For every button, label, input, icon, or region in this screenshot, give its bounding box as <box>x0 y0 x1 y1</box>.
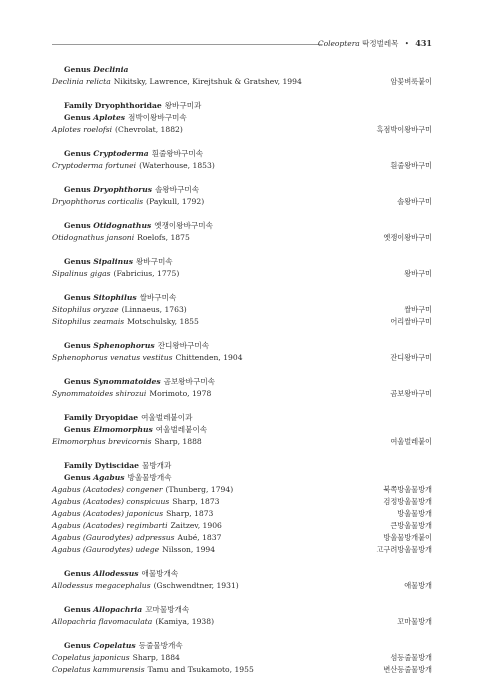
species-entry <box>52 76 432 88</box>
species-korean-name: 흑점박이왕바구미 <box>376 125 432 134</box>
rank-label: Genus <box>64 185 94 194</box>
species-korean-name: 잔디왕바구미 <box>390 353 432 362</box>
taxon-block <box>52 148 432 172</box>
species-entry <box>52 508 432 520</box>
genus-name: Allopachria <box>93 605 143 614</box>
species-entry <box>52 196 432 208</box>
taxon-block <box>52 220 432 244</box>
genus-name: Synommatoides <box>93 377 161 386</box>
rank-label: Genus <box>64 65 94 74</box>
species-author: Nikitsky, Lawrence, Kirejtshuk & Gratshev, 1994 <box>113 77 302 86</box>
species-korean-name: 옛쟁이왕바구미 <box>383 233 432 242</box>
species-left <box>52 76 302 88</box>
running-header <box>52 38 432 50</box>
rank-label: Genus <box>64 425 94 434</box>
taxon-block <box>52 568 432 592</box>
species-entry <box>52 652 432 664</box>
rank-label: Genus <box>64 149 94 158</box>
species-author: (Thunberg, 1794) <box>165 485 234 494</box>
rank-label: Family <box>64 461 95 470</box>
genus-name: Aplotes <box>93 113 126 122</box>
rank-label: Family <box>64 101 95 110</box>
species-korean-name: 왕바구미 <box>404 269 432 278</box>
rank-label: Genus <box>64 257 94 266</box>
rank-label: Genus <box>64 641 94 650</box>
species-name: Elmomorphus brevicornis <box>52 437 152 446</box>
species-korean-name: 꼬마물방개 <box>397 617 432 626</box>
species-author: Sharp, 1884 <box>132 653 180 662</box>
species-korean-name: 곰보왕바구미 <box>390 389 432 398</box>
species-author: Morimoto, 1978 <box>149 389 212 398</box>
species-name: Agabus (Gaurodytes) adpressus <box>52 533 175 542</box>
taxon-block <box>52 184 432 208</box>
taxon-block <box>52 64 432 88</box>
species-korean-name: 변산등줄물방개 <box>383 665 432 674</box>
korean-name: 옛쟁이왕바구미속 <box>154 221 213 230</box>
species-name: Sitophilus zeamais <box>52 317 125 326</box>
species-name: Synommatoides shirozui <box>52 389 147 398</box>
genus-heading <box>52 256 432 268</box>
genus-heading <box>52 148 432 160</box>
species-name: Allopachria flavomaculata <box>52 617 153 626</box>
species-author: Sharp, 1873 <box>172 497 220 506</box>
genus-name: Sphenophorus <box>93 341 155 350</box>
species-left <box>52 532 221 544</box>
species-korean-name: 애물방개 <box>404 581 432 590</box>
genus-name: Sipalinus <box>93 257 133 266</box>
korean-name: 흰줄왕바구미속 <box>151 149 204 158</box>
header-section: Coleoptera <box>317 39 360 48</box>
genus-heading <box>52 604 432 616</box>
species-korean-name: 섬등줄물방개 <box>390 653 432 662</box>
species-left <box>52 652 180 664</box>
family-name: Dytiscidae <box>94 461 140 470</box>
rank-label: Family <box>64 413 95 422</box>
korean-name: 여울벌레붙이과 <box>141 413 193 422</box>
species-author: (Fabricius, 1775) <box>113 269 180 278</box>
species-entry <box>52 232 432 244</box>
korean-name: 솔왕바구미속 <box>155 185 200 194</box>
species-left <box>52 124 183 136</box>
species-author: (Paykull, 1792) <box>146 197 205 206</box>
header-separator: • <box>404 40 409 48</box>
rank-label: Genus <box>64 473 94 482</box>
species-left <box>52 268 179 280</box>
korean-name: 점박이왕바구미속 <box>128 113 187 122</box>
species-entry <box>52 388 432 400</box>
species-author: (Gschwendtner, 1931) <box>153 581 239 590</box>
genus-name: Declinia <box>93 65 129 74</box>
species-left <box>52 352 243 364</box>
genus-heading <box>52 220 432 232</box>
species-author: Roelofs, 1875 <box>137 233 190 242</box>
korean-name: 방울물방개속 <box>127 473 172 482</box>
species-korean-name: 솔왕바구미 <box>397 197 432 206</box>
genus-heading <box>52 424 432 436</box>
species-left <box>52 196 204 208</box>
species-entry <box>52 352 432 364</box>
genus-heading <box>52 640 432 652</box>
species-entry <box>52 436 432 448</box>
species-author: (Linnaeus, 1763) <box>121 305 187 314</box>
korean-name: 꼬마물방개속 <box>145 605 190 614</box>
rank-label: Genus <box>64 293 94 302</box>
species-korean-name: 어리쌀바구미 <box>390 317 432 326</box>
species-name: Agabus (Acatodes) regimbarti <box>52 521 168 530</box>
genus-name: Elmomorphus <box>93 425 153 434</box>
species-korean-name: 검정방울물방개 <box>383 497 432 506</box>
genus-heading <box>52 184 432 196</box>
genus-name: Agabus <box>93 473 125 482</box>
genus-name: Sitophilus <box>93 293 137 302</box>
korean-name: 왕바구미과 <box>164 101 202 110</box>
family-heading <box>52 412 432 424</box>
species-author: (Chevrolat, 1882) <box>115 125 183 134</box>
species-left <box>52 160 215 172</box>
taxon-block <box>52 604 432 628</box>
header-section-ko: 딱정벌레목 <box>362 39 399 48</box>
species-author: Nilsson, 1994 <box>162 545 216 554</box>
species-author: Zaitzev, 1906 <box>170 521 222 530</box>
rank-label: Genus <box>64 221 94 230</box>
species-name: Agabus (Gaurodytes) udege <box>52 545 160 554</box>
genus-heading <box>52 376 432 388</box>
genus-heading <box>52 568 432 580</box>
genus-name: Allodessus <box>93 569 139 578</box>
header-rule <box>52 44 322 45</box>
species-name: Declinia relicta <box>52 77 111 86</box>
korean-name: 왕바구미속 <box>135 257 173 266</box>
species-name: Agabus (Acatodes) japonicus <box>52 509 164 518</box>
species-entry <box>52 484 432 496</box>
species-left <box>52 520 222 532</box>
species-name: Aplotes roelofsi <box>52 125 113 134</box>
genus-name: Otidognathus <box>93 221 152 230</box>
species-korean-name: 암꽃벼룩붙이 <box>390 77 432 86</box>
species-entry <box>52 616 432 628</box>
species-name: Copelatus kammurensis <box>52 665 145 674</box>
korean-name: 물방개과 <box>142 461 172 470</box>
species-name: Otidognathus jansoni <box>52 233 135 242</box>
species-left <box>52 232 190 244</box>
species-left <box>52 388 211 400</box>
genus-name: Dryophthorus <box>93 185 153 194</box>
rank-label: Genus <box>64 113 94 122</box>
species-korean-name: 방울물방개붙이 <box>383 533 432 542</box>
species-author: Sharp, 1873 <box>166 509 214 518</box>
page-number: 431 <box>415 38 432 48</box>
taxon-block <box>52 376 432 400</box>
family-name: Dryophthoridae <box>94 101 162 110</box>
species-entry <box>52 664 432 676</box>
genus-heading <box>52 112 432 124</box>
family-name: Dryopidae <box>94 413 139 422</box>
rank-label: Genus <box>64 341 94 350</box>
species-korean-name: 여울벌레붙이 <box>390 437 432 446</box>
species-entry <box>52 316 432 328</box>
korean-name: 등줄물방개속 <box>138 641 183 650</box>
species-name: Sipalinus gigas <box>52 269 111 278</box>
species-left <box>52 544 215 556</box>
species-entry <box>52 304 432 316</box>
species-entry <box>52 160 432 172</box>
species-author: (Waterhouse, 1853) <box>139 161 215 170</box>
species-left <box>52 616 214 628</box>
species-name: Agabus (Acatodes) congener <box>52 485 163 494</box>
species-author: Tamu and Tsukamoto, 1955 <box>147 665 254 674</box>
species-entry <box>52 532 432 544</box>
genus-heading <box>52 340 432 352</box>
korean-name: 쌀바구미속 <box>139 293 177 302</box>
family-heading <box>52 100 432 112</box>
taxon-block <box>52 340 432 364</box>
genus-heading <box>52 292 432 304</box>
genus-name: Cryptoderma <box>93 149 149 158</box>
species-name: Cryptoderma fortunei <box>52 161 137 170</box>
checklist-body <box>52 64 432 688</box>
species-entry <box>52 580 432 592</box>
taxon-block <box>52 412 432 448</box>
species-left <box>52 316 199 328</box>
species-name: Sphenophorus venatus vestitus <box>52 353 173 362</box>
species-entry <box>52 520 432 532</box>
species-author: Motschulsky, 1855 <box>127 317 199 326</box>
taxon-block <box>52 292 432 328</box>
species-left <box>52 304 187 316</box>
taxon-block <box>52 256 432 280</box>
species-korean-name: 고구려방울물방개 <box>376 545 432 554</box>
genus-name: Copelatus <box>93 641 136 650</box>
header-text <box>318 38 432 49</box>
species-name: Agabus (Acatodes) conspicuus <box>52 497 170 506</box>
korean-name: 애물방개속 <box>141 569 179 578</box>
species-name: Copelatus japonicus <box>52 653 130 662</box>
korean-name: 여울벌레붙이속 <box>155 425 208 434</box>
species-korean-name: 방울물방개 <box>397 509 432 518</box>
species-left <box>52 664 254 676</box>
species-korean-name: 북쪽방울물방개 <box>383 485 432 494</box>
rank-label: Genus <box>64 377 94 386</box>
species-entry <box>52 544 432 556</box>
species-name: Sitophilus oryzae <box>52 305 119 314</box>
species-left <box>52 508 213 520</box>
species-author: (Kamiya, 1938) <box>155 617 215 626</box>
rank-label: Genus <box>64 605 94 614</box>
species-left <box>52 484 233 496</box>
genus-heading <box>52 472 432 484</box>
species-left <box>52 580 239 592</box>
species-author: Chittenden, 1904 <box>175 353 243 362</box>
korean-name: 잔디왕바구미속 <box>157 341 210 350</box>
species-name: Dryophthorus corticalis <box>52 197 144 206</box>
taxon-block <box>52 100 432 136</box>
species-left <box>52 496 220 508</box>
taxon-block <box>52 640 432 676</box>
species-entry <box>52 496 432 508</box>
genus-heading <box>52 64 432 76</box>
species-author: Sharp, 1888 <box>154 437 202 446</box>
species-name: Allodessus megacephalus <box>52 581 151 590</box>
family-heading <box>52 460 432 472</box>
taxon-block <box>52 460 432 556</box>
species-korean-name: 흰줄왕바구미 <box>390 161 432 170</box>
species-entry <box>52 124 432 136</box>
rank-label: Genus <box>64 569 94 578</box>
korean-name: 곰보왕바구미속 <box>163 377 215 386</box>
species-korean-name: 쌀바구미 <box>404 305 432 314</box>
species-left <box>52 436 202 448</box>
species-author: Aubé, 1837 <box>177 533 222 542</box>
species-entry <box>52 268 432 280</box>
species-korean-name: 큰방울물방개 <box>390 521 432 530</box>
